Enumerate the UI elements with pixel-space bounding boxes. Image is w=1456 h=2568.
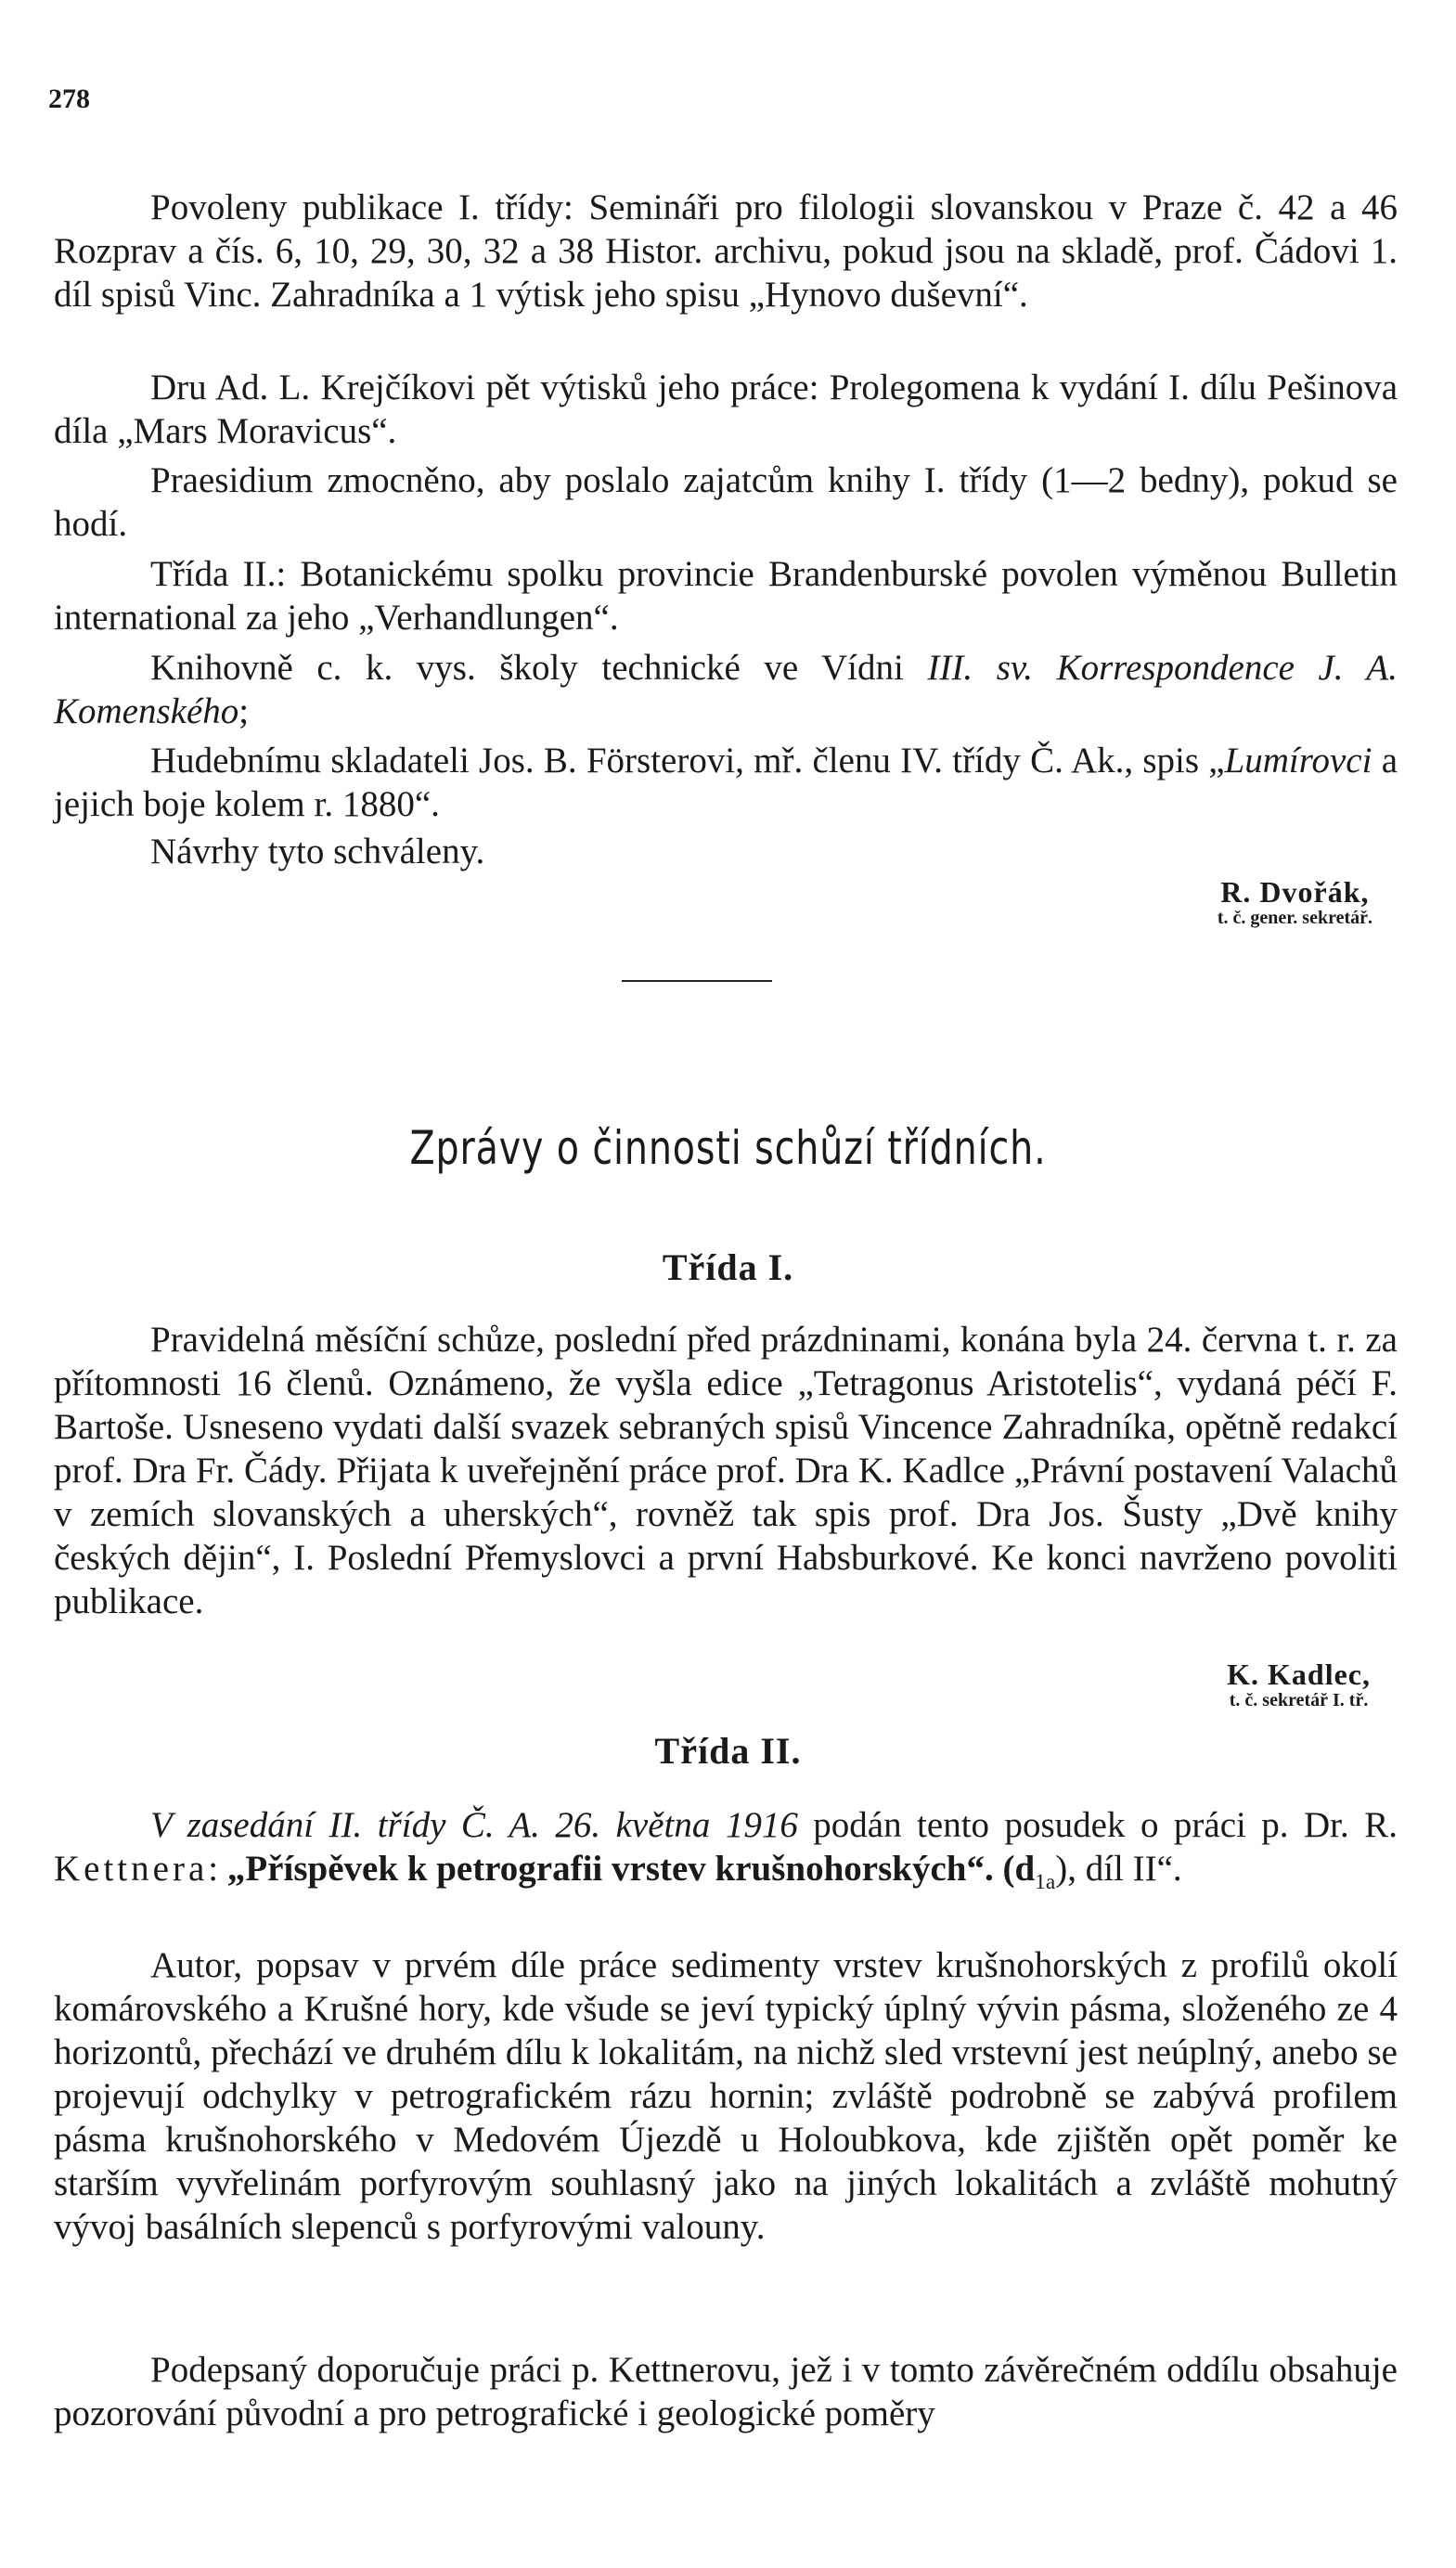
vienna-library-text: Knihovně c. k. vys. školy technické ve Vídni — [150, 648, 904, 688]
heading-class-one: Třída I. — [662, 1246, 794, 1288]
paragraph-class-two-intro — [54, 1803, 1398, 1904]
signature-name: R. Dvořák, — [1220, 875, 1370, 909]
vienna-library-tail: ; — [238, 691, 250, 731]
intro-text: podán tento posudek o práci p. Dr. R. — [797, 1805, 1398, 1845]
work-title: „Příspěvek k petrografii vrstev krušnohorských“. (d — [226, 1849, 1036, 1889]
section-divider — [622, 980, 772, 982]
paragraph-approved: Návrhy tyto schváleny. — [150, 832, 485, 871]
forster-text: Hudebnímu skladateli Jos. B. Försterovi, mř. členu IV. třídy Č. Ak., spis „ — [150, 741, 1225, 781]
paragraph-publications: Povoleny publikace I. třídy: Semináři pro filologii slovanskou v Praze č. 42 a 46 Rozprav a čís. 6, 10, 29, 30, 32 a 38 Histor. archivu, pokud jsou na skladě, prof. Čádovi 1. díl spisů Vinc. Zahradníka a 1 výtisk jeho spisu „Hynovo duševní“. — [54, 187, 1398, 315]
paragraph-class-two-exchange: Třída II.: Botanickému spolku provincie Brandenburské povolen výměnou Bulletin international za jeho „Verhandlungen“. — [54, 554, 1398, 638]
forster-tail: a jejich boje kolem r. 1880“. — [54, 741, 1398, 824]
signature-title: t. č. gener. sekretář. — [1217, 908, 1372, 928]
session-date-italic: V zasedání II. třídy Č. A. 26. května 1916 — [150, 1805, 798, 1845]
paragraph-vienna-library — [54, 646, 1398, 733]
paragraph-krejcik: Dru Ad. L. Krejčíkovi pět výtisků jeho práce: Prolegomena k vydání I. dílu Pešinova díla „Mars Moravicus“. — [54, 368, 1398, 451]
report-title: Zprávy o činnosti schůzí třídních. — [409, 1121, 1047, 1175]
vienna-library-italic: III. sv. Korrespondence J. A. Komenského — [54, 648, 1398, 731]
intro-end: ), díl II“. — [1055, 1849, 1182, 1889]
paragraph-praesidium: Praesidium zmocněno, aby poslalo zajatcům knihy I. třídy (1—2 bedny), pokud se hodí. — [54, 460, 1398, 544]
signature-kadlec — [1227, 1658, 1371, 1711]
signature-name: K. Kadlec, — [1227, 1658, 1371, 1691]
paragraph-class-one-report: Pravidelná měsíční schůze, poslední před prázdninami, konána byla 24. června t. r. za přítomnosti 16 členů. Oznámeno, že vyšla edice „Tetragonus Aristotelis“, vydaná péčí F. Bartoše. Usneseno vydati další svazek sebraných spisů Vincence Zahradníka, opětně redakcí prof. Dra Fr. Čády. Přijata k uveřejnění práce prof. Dra K. Kadlce „Právní postavení Valachů v zemích slovanských a uherských“, rovněž tak spis prof. Dra Jos. Šusty „Dvě knihy českých dějin“, I. Poslední Přemyslovci a první Habsburkové. Ke konci navrženo povoliti publikace. — [54, 1320, 1398, 1621]
paragraph-recommendation: Podepsaný doporučuje práci p. Kettnerovu, jež i v tomto závěrečném oddílu obsahuje pozorování původní a pro petrografické i geologické poměry — [54, 2350, 1398, 2433]
paragraph-author-summary: Autor, popsav v prvém díle práce sedimenty vrstev krušnohorských z profilů okolí komárovského a Krušné hory, kde všude se jeví typický úplný vývin pásma, složeného ze 4 horizontů, přechází ve druhém dílu k lokalitám, na nichž sled vrstevní jest neúplný, anebo se projevují odchylky v petrografickém rázu hornin; zvláště podrobně se zabývá profilem pásma krušnohorského v Medovém Újezdě u Holoubkova, kde zjištěn opět poměr ke starším vyvřelinám porfyrovým souhlasný jako na jiných lokalitách a zvláště mohutný vývoj basálních slepenců s porfyrovými valouny. — [54, 1945, 1398, 2247]
author-name: Kettnera — [54, 1849, 209, 1889]
intro-colon: : — [208, 1849, 227, 1889]
heading-class-two: Třída II. — [654, 1730, 802, 1772]
signature-dvorak — [1218, 875, 1372, 929]
forster-italic: Lumírovci — [1224, 741, 1372, 781]
page-number: 278 — [48, 84, 90, 114]
work-subscript: 1a — [1035, 1869, 1056, 1894]
paragraph-forster — [54, 739, 1398, 826]
signature-title: t. č. sekretář I. tř. — [1229, 1690, 1369, 1710]
